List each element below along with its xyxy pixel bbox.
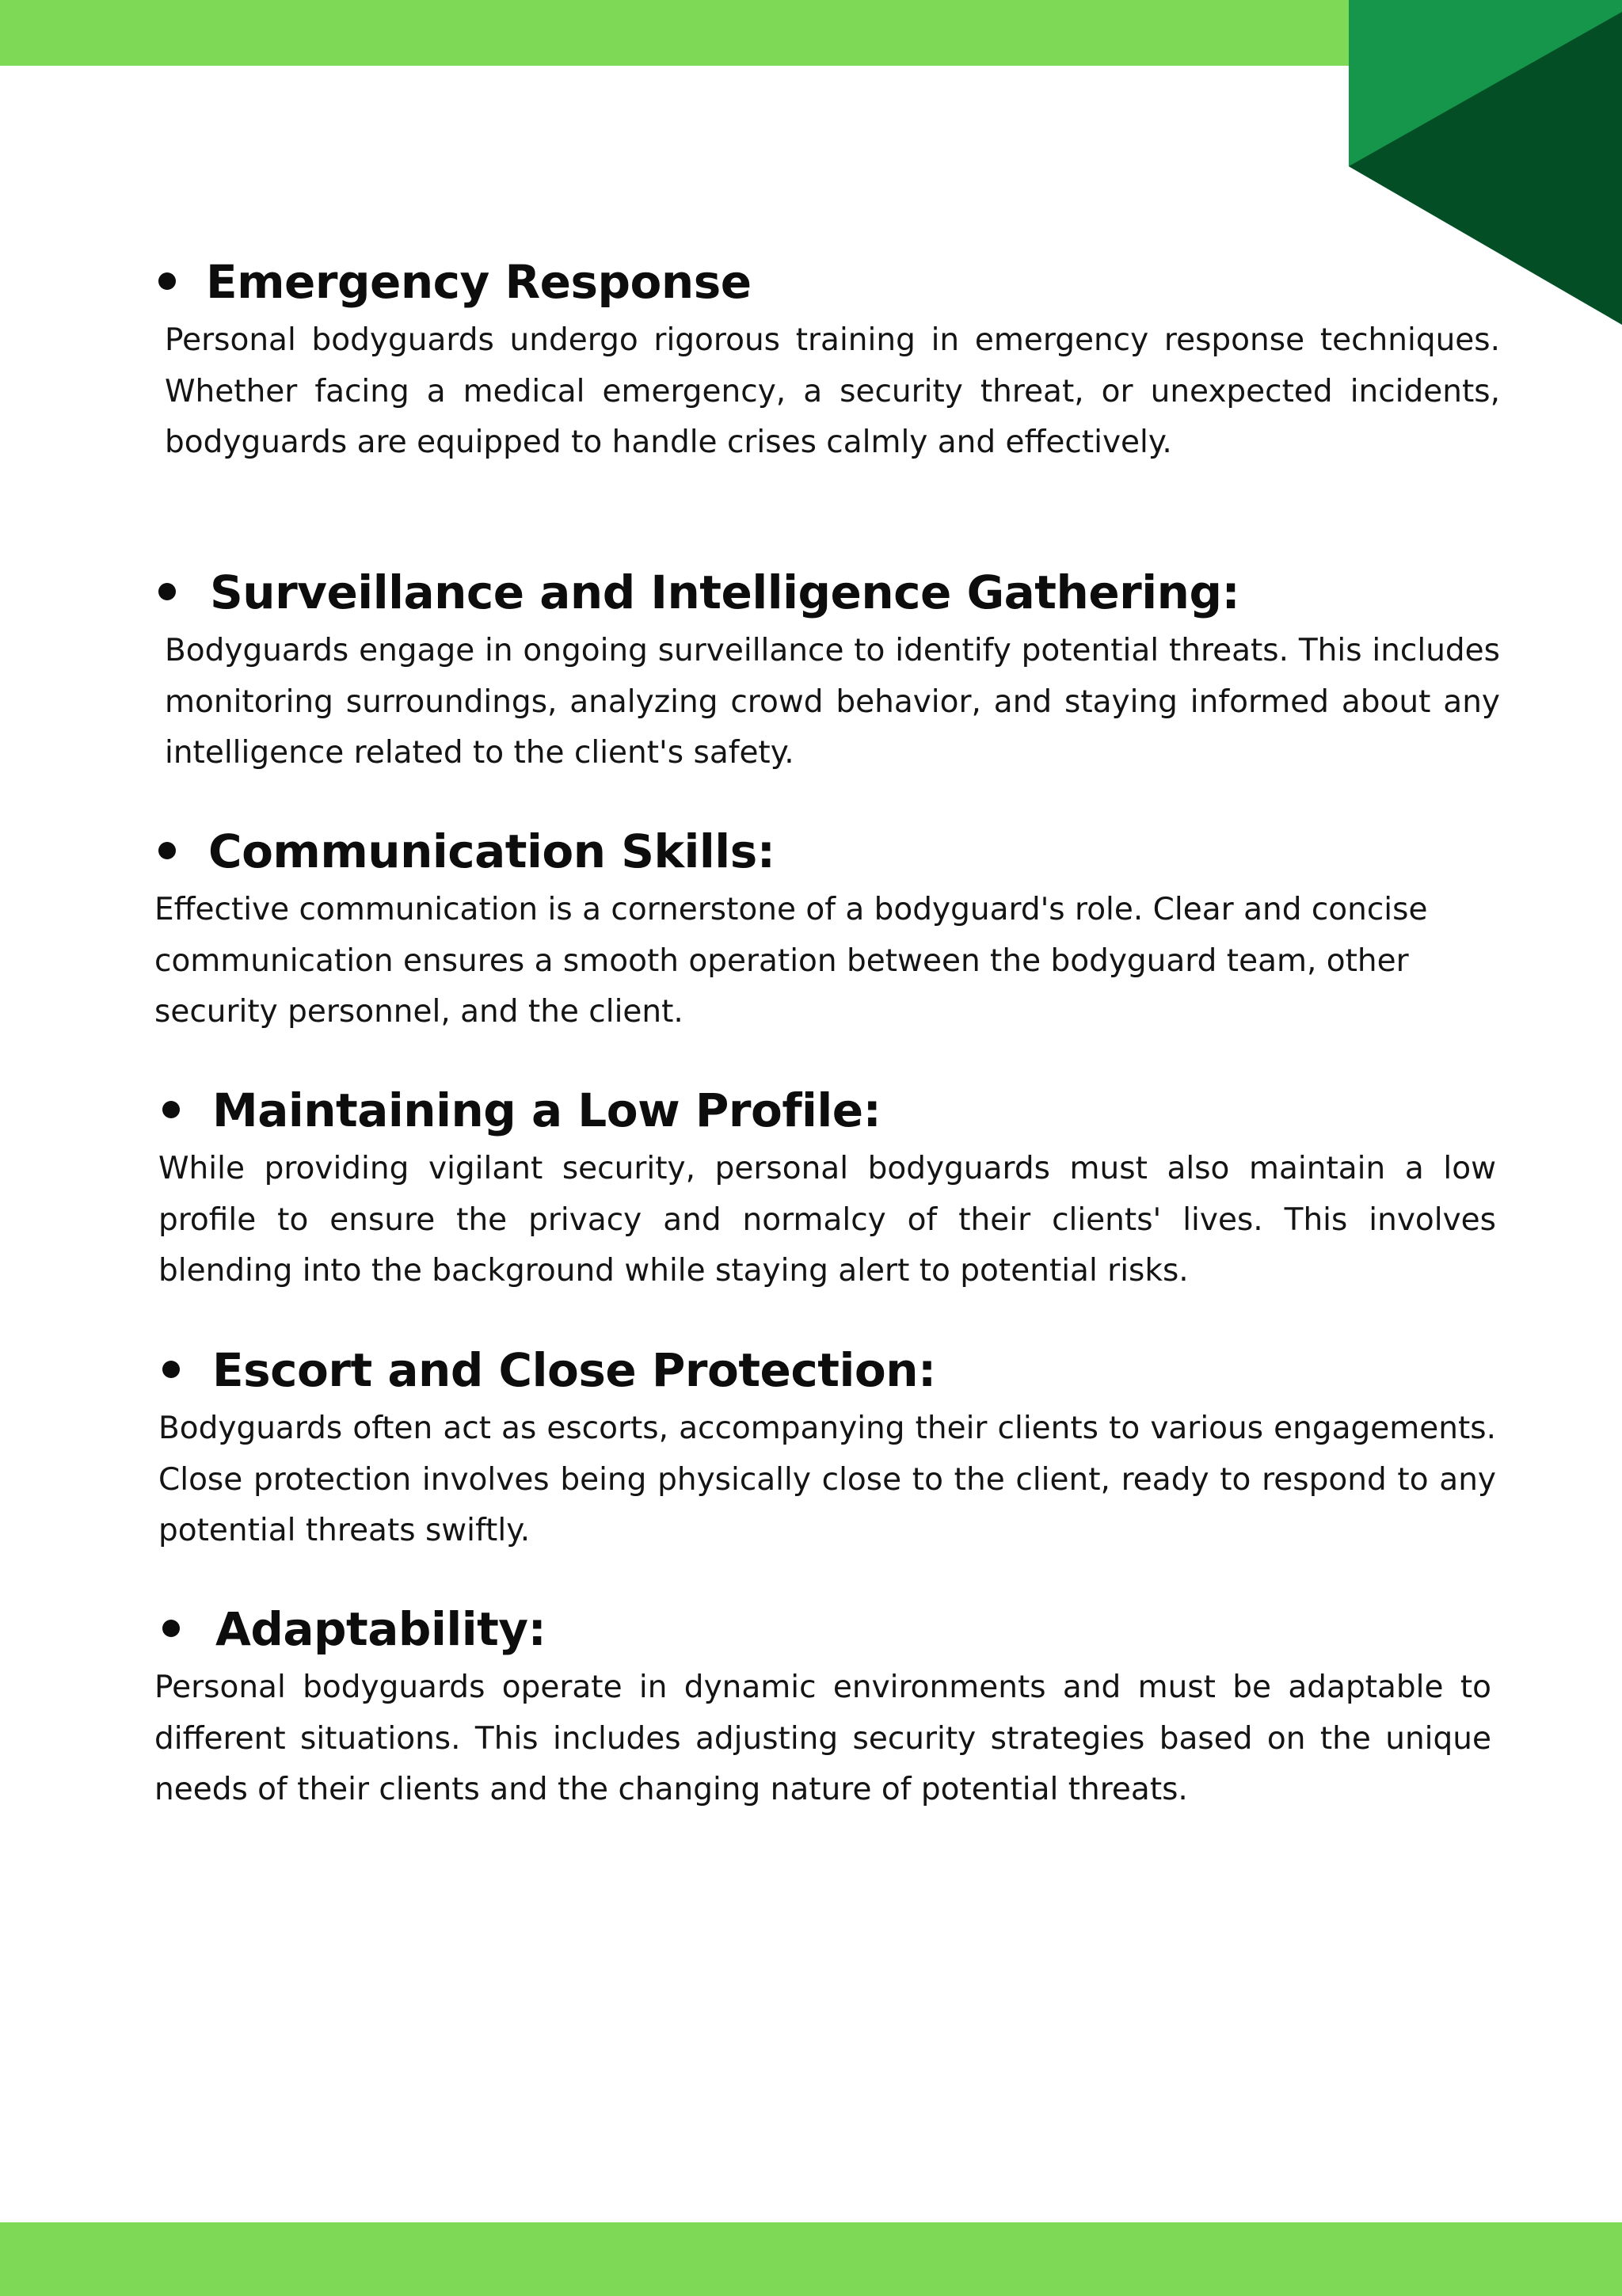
section-heading-text: Escort and Close Protection: — [212, 1343, 936, 1397]
section-heading — [158, 249, 1500, 315]
section-heading — [158, 559, 1500, 626]
section-low-profile — [158, 1077, 1496, 1297]
bullet-icon — [158, 583, 176, 600]
section-heading — [158, 818, 1492, 885]
section-communication-skills — [154, 818, 1492, 1038]
section-body: Effective communication is a cornerstone of a bodyguard's role. Clear and concise communication ensures a smooth operation between the bodyguard team, other security personnel, and the client. — [154, 892, 1428, 1030]
section-adaptability — [154, 1596, 1491, 1816]
section-surveillance — [158, 559, 1500, 779]
section-heading — [162, 1337, 1496, 1403]
section-heading — [162, 1596, 1491, 1662]
top-accent-bar — [0, 0, 1349, 66]
section-heading-text: Communication Skills: — [208, 824, 775, 878]
section-heading-text: Surveillance and Intelligence Gathering: — [210, 565, 1240, 619]
section-body: Personal bodyguards operate in dynamic environments and must be adaptable to different situations. This includes adjusting security strategies based on the unique needs of their clients and the changing nature of potential threats. — [154, 1670, 1491, 1807]
bullet-icon — [158, 272, 176, 290]
section-heading — [162, 1077, 1496, 1144]
bottom-accent-bar — [0, 2222, 1622, 2296]
bullet-icon — [162, 1620, 180, 1637]
bullet-icon — [162, 1361, 180, 1378]
section-heading-text: Adaptability: — [215, 1602, 546, 1656]
section-body: Bodyguards often act as escorts, accompanying their clients to various engagements. Close protection involves being physically close to the client, ready to respond to any potential threats swiftly. — [158, 1411, 1496, 1548]
section-heading-text: Maintaining a Low Profile: — [212, 1083, 881, 1137]
section-body: Personal bodyguards undergo rigorous training in emergency response techniques. Whether facing a medical emergency, a security threat, or unexpected incidents, bodyguards are equipped to handle crises calmly and effectively. — [165, 322, 1500, 460]
bullet-icon — [158, 842, 176, 859]
section-body: While providing vigilant security, personal bodyguards must also maintain a low profile to ensure the privacy and normalcy of their clients' lives. This involves blending into the background while staying alert to potential risks. — [158, 1151, 1496, 1289]
section-escort-protection — [158, 1337, 1496, 1557]
section-body: Bodyguards engage in ongoing surveillance to identify potential threats. This includes monitoring surroundings, analyzing crowd behavior, and staying informed about any intelligence related to the client's safety. — [165, 633, 1500, 771]
section-emergency-response — [158, 249, 1500, 469]
section-heading-text: Emergency Response — [206, 255, 752, 309]
bullet-icon — [162, 1101, 180, 1118]
